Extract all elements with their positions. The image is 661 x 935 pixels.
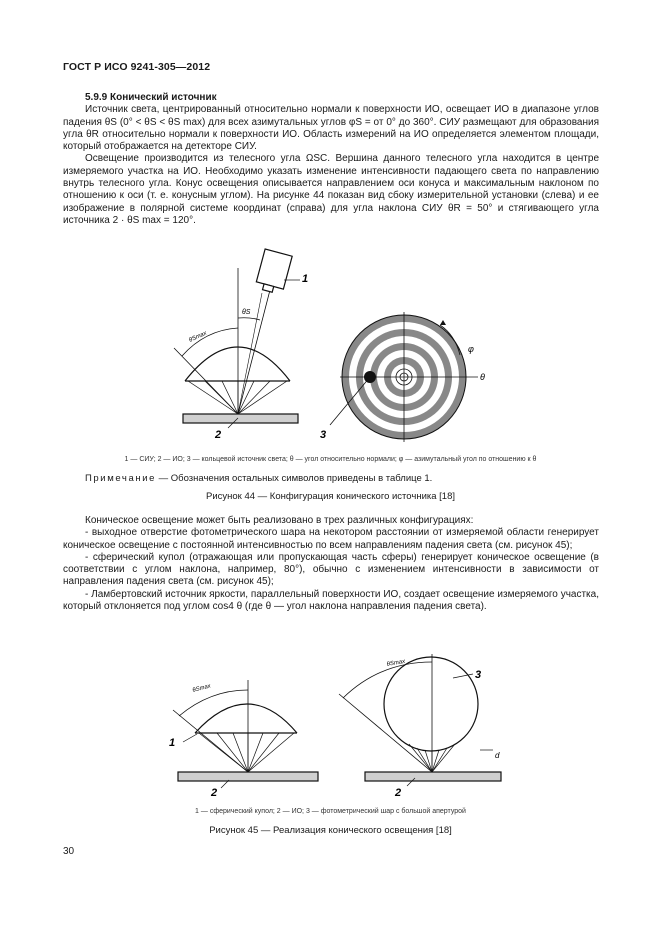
figure45-dome <box>165 670 325 800</box>
configurations-text <box>63 515 599 613</box>
fig44-detector <box>256 249 292 289</box>
fig44-label-1: 1 <box>302 273 309 285</box>
fig45-label-2a: 2 <box>211 787 218 799</box>
page-header: ГОСТ Р ИСО 9241-305—2012 <box>63 61 211 73</box>
paragraph-3: Коническое освещение может быть реализовано в трех различных конфигурациях: <box>85 515 474 526</box>
section-title: 5.9.9 Конический источник <box>85 92 217 103</box>
figure44-side-view <box>160 238 320 448</box>
paragraph-2: Освещение производится из телесного угла ΩSC. Вершина данного телесного угла находится в центре измеряемого участка на ИО. Необходимо указать изменение интенсивности падающего света по направлению внутрь телесного угла. Конус освещения описывается направлением оси конуса и максимальным наклоном по отношению к оси (т. е. конусным углом). На рисунке 44 показан вид сбоку измерительной установки (слева) и ее изображение в полярной системе координат (справа) для угла наклона СИУ θR = 50° и стягивающего угла источника 2 · θS max = 120°. <box>63 153 599 226</box>
figure45-caption: Рисунок 45 — Реализация конического освещения [18] <box>209 825 452 836</box>
fig45-sphere-shape <box>384 657 478 751</box>
fig44-sample-plate <box>183 414 298 423</box>
page-number: 30 <box>63 846 75 857</box>
list-item-3: - Ламбертовский источник яркости, параллельный поверхности ИО, создает освещение измеряемого участка, который отклоняется под углом cos4 θ (где θ — угол наклона направления падения света). <box>63 588 599 613</box>
list-item-2: - сферический купол (отражающая или пропускающая часть сферы) генерирует коническое освещение (в соответствии с углом наклона, например, 80°), обычно с изменением интенсивности в зависимости от направления падения света (см. рисунок 45); <box>63 551 599 588</box>
figure45-legend: 1 — сферический купол; 2 — ИО; 3 — фотометрический шар с большой апертурой <box>195 808 466 815</box>
fig45-label-2b: 2 <box>395 787 402 799</box>
fig45-sample-plate-b <box>365 772 501 781</box>
figure44-caption: Рисунок 44 — Конфигурация конического источника [18] <box>205 491 456 502</box>
figure45-sphere <box>335 652 505 800</box>
figure44-legend: 1 — СИУ; 2 — ИО; 3 — кольцевой источник света; θ — угол относительно нормали; φ — азимутальный угол по отношению к θ <box>124 456 537 463</box>
fig44-label-3: 3 <box>320 429 327 441</box>
fig45-dome-shape <box>195 704 297 733</box>
fig45-sample-plate-a <box>178 772 318 781</box>
figure44-note <box>85 473 432 484</box>
figure44-polar-view <box>320 300 500 450</box>
fig45-label-theta-smax-b: θSmax <box>386 658 406 668</box>
section-text <box>63 92 599 227</box>
figure44-note-label: Примечание <box>85 473 156 484</box>
fig45-label-3: 3 <box>475 669 482 681</box>
fig45-label-1: 1 <box>169 737 176 749</box>
fig44-label-theta-smax: θSmax <box>188 330 208 344</box>
list-item-1: - выходное отверстие фотометрического шара на некотором расстоянии от измеряемой области генерирует коническое освещение с постоянной интенсивностью по всем направлениям падения света (см. рисунок 45); <box>63 527 599 551</box>
fig45-label-theta-smax-a: θSmax <box>191 683 212 694</box>
paragraph-1: Источник света, центрированный относительно нормали к поверхности ИО, освещает ИО в диапазоне углов падения θS (0° < θS < θS max) для всех азимутальных углов φS = от 0° до 360°. СИУ размещают для образования угла θR относительно нормали к поверхности ИО. Область измерений на ИО определяется элементом площади, который отображается на детекторе СИУ. <box>63 104 599 153</box>
fig44-label-phi: φ <box>468 344 474 354</box>
fig44-label-theta: θ <box>480 372 485 382</box>
fig45-label-d: d <box>495 751 500 760</box>
figure44-note-text: — Обозначения остальных символов приведены в таблице 1. <box>156 473 433 484</box>
fig44-label-2: 2 <box>215 429 222 441</box>
fig44-label-theta-s: θS <box>242 309 251 316</box>
